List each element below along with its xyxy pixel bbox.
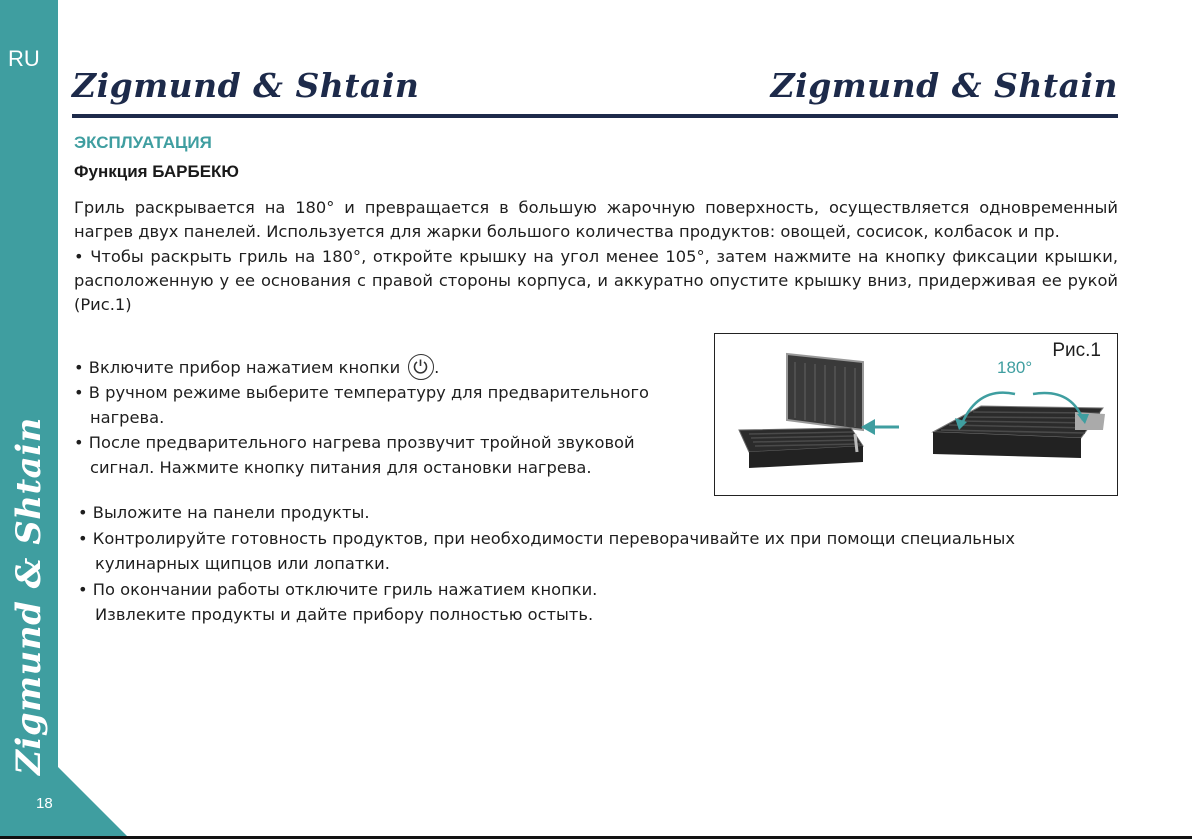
list-item-continuation: сигнал. Нажмите кнопку питания для остановки нагрева.	[90, 458, 592, 477]
intro-text	[74, 196, 1118, 317]
list-item	[74, 354, 694, 380]
list-item: • По окончании работы отключите гриль нажатием кнопки.	[78, 579, 598, 599]
sidebar-brand-logo: Zigmund & Shtain	[9, 417, 49, 775]
page-number: 18	[36, 795, 53, 812]
list-item: • После предварительного нагрева прозвучит тройной звуковой	[74, 433, 635, 452]
header-divider	[72, 114, 1118, 118]
figure-label: Рис.1	[1052, 340, 1101, 361]
list-item-end: .	[434, 358, 440, 377]
brand-logo-right: Zigmund & Shtain	[770, 66, 1118, 105]
list-item: • Выложите на панели продукты.	[78, 503, 370, 522]
brand-logo-left: Zigmund & Shtain	[72, 66, 420, 105]
language-label: RU	[8, 46, 40, 71]
list-item-continuation: кулинарных щипцов или лопатки.	[95, 554, 390, 573]
open-instruction: • Чтобы раскрыть гриль на 180°, откройте крышку на угол менее 105°, затем нажмите на кнопку фиксации крышки, расположенную у ее основания с правой стороны корпуса, и аккуратно опустите крышку вниз, придерживая ее рукой (Рис.1)	[74, 246, 1118, 315]
list-item-continuation: Извлеките продукты и дайте прибору полностью остыть.	[95, 605, 594, 624]
cooking-instructions	[78, 500, 1118, 628]
grill-open-lid	[739, 354, 863, 468]
list-item: • Контролируйте готовность продуктов, при необходимости переворачивайте их при помощи специальных	[78, 528, 1016, 548]
power-icon	[408, 354, 434, 380]
angle-label: 180°	[997, 358, 1033, 377]
figure-1	[714, 333, 1118, 496]
section-title: ЭКСПЛУАТАЦИЯ	[74, 133, 212, 152]
arrow-icon	[861, 419, 899, 435]
intro-paragraph: Гриль раскрывается на 180° и превращается в большую жарочную поверхность, осуществляется одновременный нагрев двух панелей. Используется для жарки большого количества продуктов: овощей, сосисок, колбасок и пр.	[74, 198, 1118, 242]
sidebar-corner	[0, 767, 130, 839]
list-item: • В ручном режиме выберите температуру для предварительного	[74, 383, 649, 402]
preheat-instructions	[74, 354, 694, 480]
function-title: Функция БАРБЕКЮ	[74, 162, 239, 181]
grill-flat-180	[933, 393, 1105, 458]
list-item-text: • Включите прибор нажатием кнопки	[74, 358, 401, 377]
list-item-continuation: нагрева.	[90, 408, 165, 427]
